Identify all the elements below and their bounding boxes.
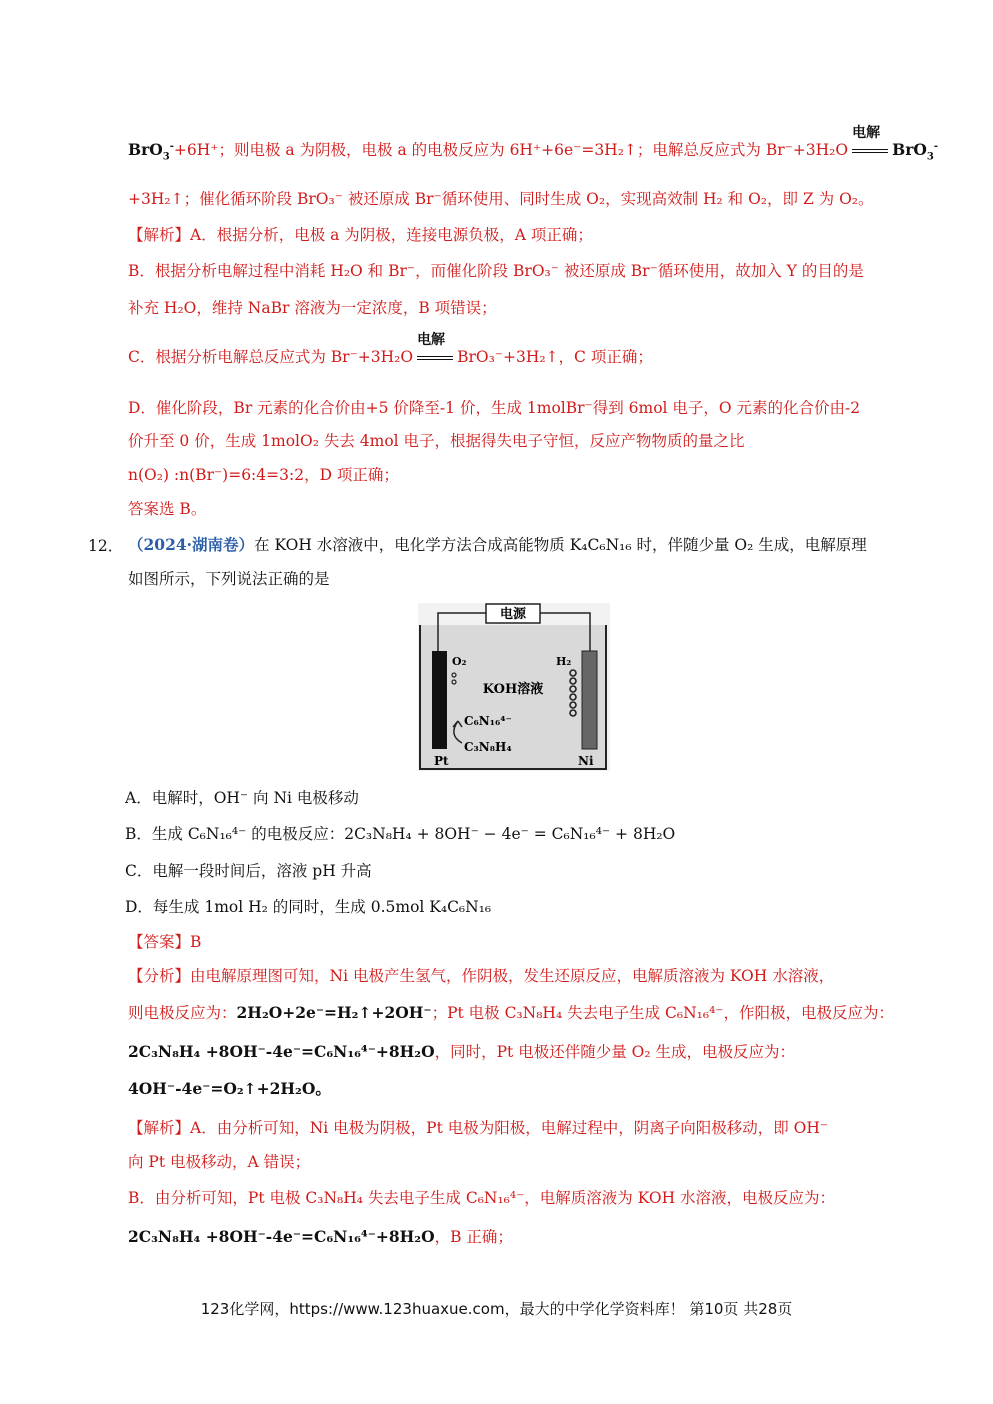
analysis-line-3: 2C₃N₈H₄ +8OH⁻-4e⁻=C₆N₁₆⁴⁻+8H₂O，同时，Pt 电极还伴随少量 O₂ 生成，电极反应为： — [128, 1042, 795, 1061]
anode-equation-2: 2C₃N₈H₄ +8OH⁻-4e⁻=C₆N₁₆⁴⁻+8H₂O — [128, 1227, 435, 1246]
analysis-line-1: 【分析】由电解原理图可知，Ni 电极产生氢气，作阴极，发生还原反应，电解质溶液为 KOH 水溶液， — [128, 967, 835, 985]
answer-tag: 【答案】 — [128, 933, 191, 951]
analysis-tag-2: 【分析】 — [128, 967, 191, 985]
electrolysis-diagram — [418, 603, 610, 771]
pt-label: Pt — [434, 754, 449, 768]
anode-equation: 2C₃N₈H₄ +8OH⁻-4e⁻=C₆N₁₆⁴⁻+8H₂O — [128, 1042, 435, 1061]
bro3-formula: BrO — [128, 140, 163, 160]
answer-value: B — [190, 933, 202, 951]
explain-tag: 【解析】 — [128, 1119, 191, 1137]
question-source: （2024·湖南卷） — [128, 535, 255, 554]
power-label: 电源 — [499, 607, 527, 622]
cathode-equation: 2H₂O+2e⁻=H₂↑+2OH⁻ — [236, 1003, 432, 1022]
text-line-1: BrO$_3$-+6H⁺；则电极 a 为阴极，电极 a 的电极反应为 6H⁺+6e⁻=3H₂↑；电解总反应式为 Br⁻+3H₂O 电解 BrO$_3$- — [128, 125, 939, 163]
text-line-8: 价升至 0 价，生成 1molO₂ 失去 4mol 电子，根据得失电子守恒，反应产物物质的量之比 — [128, 432, 745, 450]
analysis-tag: 【解析】 — [128, 226, 191, 244]
text-line-2: +3H₂↑；催化循环阶段 BrO₃⁻ 被还原成 Br⁻循环使用、同时生成 O₂，实现高效制 H₂ 和 O₂，即 Z 为 O₂。 — [128, 190, 874, 208]
answer-line — [128, 931, 201, 953]
explain-line-3: B．由分析可知，Pt 电极 C₃N₈H₄ 失去电子生成 C₆N₁₆⁴⁻，电解质溶液为 KOH 水溶液，电极反应为： — [128, 1189, 836, 1207]
product-label: C₆N₁₆⁴⁻ — [464, 714, 512, 728]
question-number: 12． — [88, 537, 124, 555]
ni-electrode — [582, 651, 597, 749]
explain-line-1: 【解析】A．由分析可知，Ni 电极为阴极，Pt 电极为阳极，电解过程中，阴离子向阳极移动，即 OH⁻ — [128, 1119, 829, 1137]
question-stem-1: （2024·湖南卷）在 KOH 水溶液中，电化学方法合成高能物质 K₄C₆N₁₆ 时，伴随少量 O₂ 生成，电解原理 — [128, 535, 867, 554]
explain-line-2: 向 Pt 电极移动，A 错误； — [128, 1153, 311, 1171]
h2-label: H₂ — [556, 655, 572, 668]
option-d[interactable]: D．每生成 1mol H₂ 的同时，生成 0.5mol K₄C₆N₁₆ — [125, 898, 492, 916]
bro3-formula-2: BrO — [892, 140, 927, 160]
text-line-5: 补充 H₂O，维持 NaBr 溶液为一定浓度，B 项错误； — [128, 299, 497, 317]
option-b[interactable]: B．生成 C₆N₁₆⁴⁻ 的电极反应：2C₃N₈H₄ + 8OH⁻ − 4e⁻ = C₆N₁₆⁴⁻ + 8H₂O — [125, 825, 676, 843]
question-stem-2: 如图所示，下列说法正确的是 — [128, 570, 330, 588]
o2-label: O₂ — [452, 655, 467, 668]
electrolysis-mark-2: 电解 — [413, 346, 457, 368]
line-1-text: +6H⁺；则电极 a 为阴极，电极 a 的电极反应为 6H⁺+6e⁻=3H₂↑；电解总反应式为 Br⁻+3H₂O — [173, 141, 849, 160]
koh-solution-label: KOH溶液 — [482, 682, 544, 697]
electrolysis-mark: 电解 — [848, 139, 892, 161]
analysis-line-2: 则电极反应为：2H₂O+2e⁻=H₂↑+2OH⁻；Pt 电极 C₃N₈H₄ 失去电子生成 C₆N₁₆⁴⁻，作阳极，电极反应为： — [128, 1003, 894, 1022]
reactant-label: C₃N₈H₄ — [464, 740, 512, 754]
text-line-9: n(O₂) :n(Br⁻)=6:4=3:2，D 项正确； — [128, 466, 399, 484]
option-a[interactable]: A．电解时，OH⁻ 向 Ni 电极移动 — [125, 789, 359, 807]
text-line-4: B．根据分析电解过程中消耗 H₂O 和 Br⁻，而催化阶段 BrO₃⁻ 被还原成 Br⁻循环使用，故加入 Y 的目的是 — [128, 262, 864, 280]
ni-label: Ni — [578, 754, 594, 768]
option-c[interactable]: C．电解一段时间后，溶液 pH 升高 — [125, 862, 372, 880]
text-line-6: C．根据分析电解总反应式为 Br⁻+3H₂O 电解 BrO₃⁻+3H₂↑，C 项正确； — [128, 332, 653, 366]
explain-line-4: 2C₃N₈H₄ +8OH⁻-4e⁻=C₆N₁₆⁴⁻+8H₂O，B 正确； — [128, 1227, 513, 1246]
text-line-10: 答案选 B。 — [128, 500, 207, 518]
pt-electrode — [432, 651, 447, 749]
oxygen-equation: 4OH⁻-4e⁻=O₂↑+2H₂O。 — [128, 1079, 331, 1098]
text-line-3: 【解析】A．根据分析，电极 a 为阴极，连接电源负极，A 项正确； — [128, 226, 593, 244]
text-line-7: D．催化阶段，Br 元素的化合价由+5 价降至-1 价，生成 1molBr⁻得到 6mol 电子，O 元素的化合价由-2 — [128, 399, 861, 417]
page-footer: 123化学网，https://www.123huaxue.com，最大的中学化学资料库！ 第10页 共28页 — [200, 1300, 793, 1318]
